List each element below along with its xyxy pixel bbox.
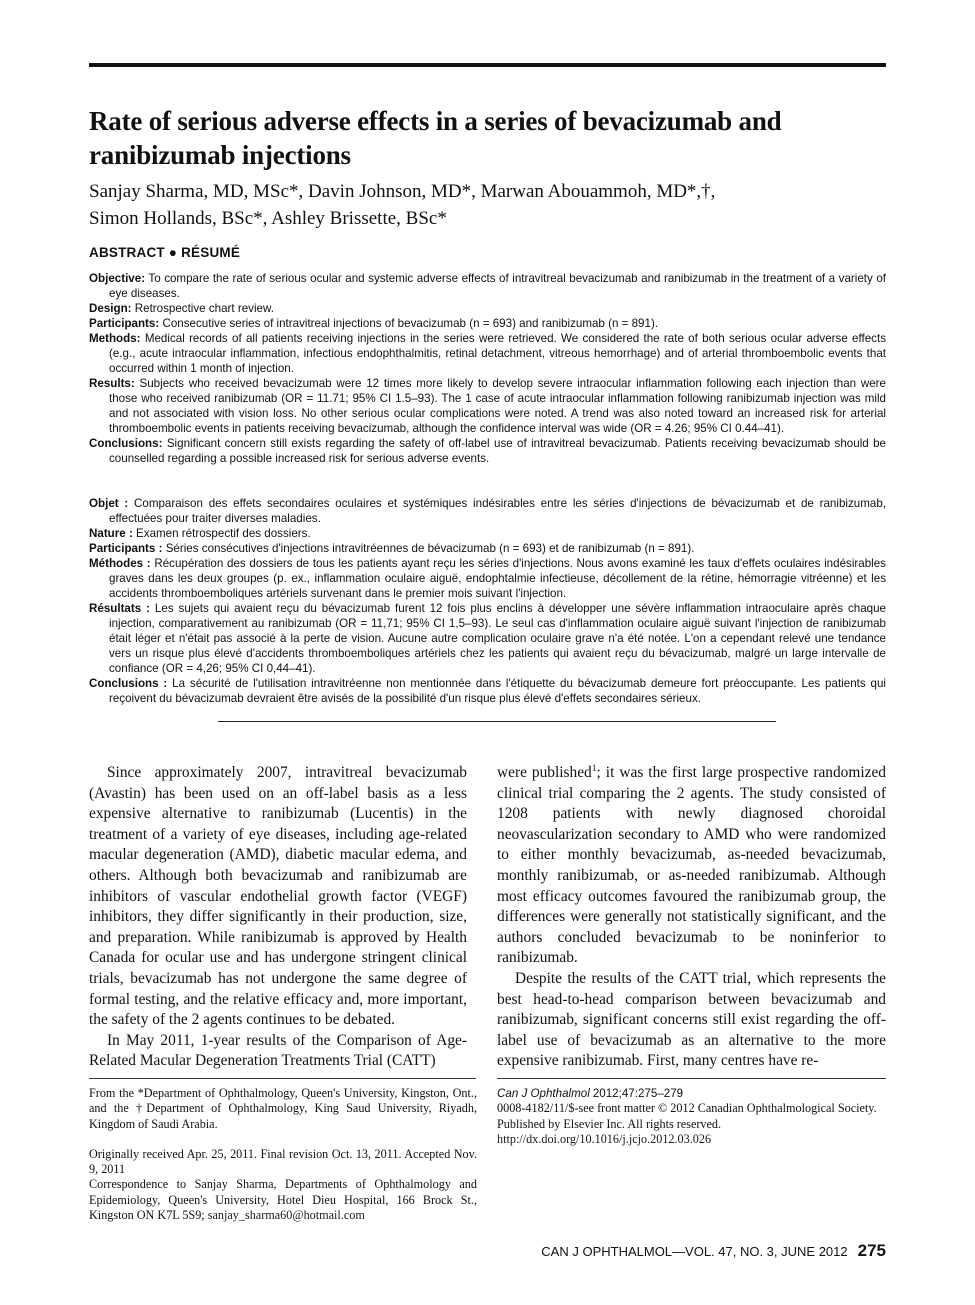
abstract-heading: ABSTRACT ● RÉSUMÉ [89, 245, 241, 260]
abstract-label: Results: [89, 377, 135, 390]
reference-marker[interactable]: 1 [591, 762, 597, 774]
abstract-english [89, 271, 886, 466]
issn-line: 0008-4182/11/$-see front matter © 2012 Canadian Ophthalmological Society. [497, 1101, 877, 1116]
body-paragraph [497, 763, 886, 969]
abstract-text: Séries consécutives d'injections intravitréennes de bévacizumab (n = 693) et de ranibizumab (n = 891). [165, 542, 695, 555]
abstract-section [89, 676, 886, 706]
abstract-label: Nature : [89, 527, 133, 540]
abstract-section [89, 271, 886, 301]
correspondence-note [89, 1177, 477, 1223]
abstract-section [89, 496, 886, 526]
abstract-text: La sécurité de l'utilisation intravitréenne non mentionnée dans l'étiquette du bévacizumab demeure fort préoccupante. Les patients qui reçoivent du bévacizumab devraient être avisés de la possibilité d'un risque plus élevé d'effets secondaires sérieux. [109, 677, 886, 705]
abstract-label: Methods: [89, 332, 141, 345]
footnote-rule-right [497, 1078, 886, 1079]
journal-name: Can J Ophthalmol [497, 1087, 590, 1100]
abstract-text: Récupération des dossiers de tous les patients ayant reçu les séries d'injections. Nous avons examiné les taux d'effets oculaires indésirables graves dans les deux groupes (p. ex., inflammation oculaire aiguë, endophtalmie infectieuse, décollement de la rétine, hémorragie vitréenne) et les accidents thromboemboliques artériels survenant dans le premier mois suivant l'injection. [109, 557, 886, 600]
abstract-label: Conclusions : [89, 677, 168, 690]
affiliation-note: From the *Department of Ophthalmology, Queen's University, Kingston, Ont., and the †Department of Ophthalmology, King Saud University, Riyadh, Kingdom of Saudi Arabia. [89, 1086, 477, 1131]
abstract-label: Résultats : [89, 602, 150, 615]
authors-line-2: Simon Hollands, BSc*, Ashley Brissette, BSc* [89, 208, 447, 229]
abstract-text: Examen rétrospectif des dossiers. [136, 527, 311, 540]
body-paragraph: Since approximately 2007, intravitreal bevacizumab (Avastin) has been used on an off-label basis as a less expensive alternative to ranibizumab (Lucentis) in the treatment of a variety of eye diseases, including age-related macular degeneration (AMD), diabetic macular edema, and others. Although both bevacizumab and ranibizumab are inhibitors of vascular endothelial growth factor (VEGF) inhibitors, they differ significantly in their production, size, and preparation. While ranibizumab is approved by Health Canada for ocular use and has undergone stringent clinical trials, bevacizumab has not undergone the same degree of formal testing, and the relative efficacy and, more important, the safety of the 2 agents continues to be debated. [89, 764, 467, 1029]
doi-link[interactable]: http://dx.doi.org/10.1016/j.jcjo.2012.03.026 [497, 1131, 712, 1146]
author-list [89, 178, 886, 232]
abstract-french [89, 496, 886, 706]
correspondence-text: Correspondence to Sanjay Sharma, Departments of Ophthalmology and Epidemiology, Queen's University, Hotel Dieu Hospital, 166 Brock St., Kingston ON K7L 5S9; [89, 1177, 477, 1223]
abstract-text: To compare the rate of serious ocular and systemic adverse effects of intravitreal bevacizumab and ranibizumab in the treatment of a variety of eye diseases. [109, 272, 887, 300]
body-paragraph: Despite the results of the CATT trial, which represents the best head-to-head comparison between bevacizumab and ranibizumab, significant concerns still exist regarding the off-label use of bevacizumab as an alternative to the more expensive ranibizumab. First, many centres have re- [497, 969, 886, 1070]
abstract-section [89, 376, 886, 436]
article-title: Rate of serious adverse effects in a series of bevacizumab and ranibizumab injections [89, 106, 782, 170]
top-rule [89, 63, 886, 67]
abstract-label: Design: [89, 302, 132, 315]
abstract-text: Medical records of all patients receiving injections in the series were retrieved. We considered the rate of both serious ocular adverse effects (e.g., acute intraocular inflammation, infectious endophthalmitis, retinal detachment, vitreous hemorrhage) and of arterial thromboembolic events that occurred within 1 month of injection. [109, 332, 886, 375]
page-number: 275 [857, 1241, 886, 1260]
abstract-text: Consecutive series of intravitreal injections of bevacizumab (n = 693) and ranibizumab (n = 891). [162, 317, 659, 330]
publisher-line: Published by Elsevier Inc. All rights reserved. [497, 1116, 722, 1131]
footnotes [89, 1086, 477, 1238]
abstract-label: Participants : [89, 542, 163, 555]
citation-line [497, 1086, 886, 1101]
correspondence-email[interactable]: sanjay_sharma60@hotmail.com [207, 1208, 365, 1223]
body-column-left [89, 763, 467, 1072]
abstract-text: Subjects who received bevacizumab were 12 times more likely to develop severe intraocular inflammation following each injection than were those who received ranibizumab (OR = 11.71; 95% CI 1.5–93). The 1 case of acute intraocular inflammation following ranibizumab injection was mild and not associated with vision loss. No other serious ocular complications were noted. A trend was also noted toward an increased risk for arterial thromboembolic events in patients receiving bevacizumab, although the confidence interval was wide (OR = 4.26; 95% CI 0.44–41). [109, 377, 886, 435]
abstract-text: Significant concern still exists regarding the safety of off-label use of intravitreal bevacizumab. Patients receiving bevacizumab should be counselled regarding a possible increased risk for serious adverse events. [109, 437, 886, 465]
abstract-section [89, 526, 886, 541]
abstract-text: Retrospective chart review. [134, 302, 274, 315]
running-footer [486, 1241, 886, 1261]
body-paragraph: In May 2011, 1-year results of the Comparison of Age-Related Macular Degeneration Treatments Trial (CATT) [89, 1031, 467, 1070]
footnote-rule-left [89, 1078, 476, 1079]
citation-block [497, 1086, 886, 1147]
abstract-section [89, 556, 886, 601]
abstract-section [89, 541, 886, 556]
abstract-section [89, 601, 886, 676]
abstract-section [89, 436, 886, 466]
abstract-section [89, 331, 886, 376]
abstract-divider [218, 721, 776, 722]
body-text: ; it was the first large prospective randomized clinical trial comparing the 2 agents. The study consisted of 1208 patients with newly diagnosed choroidal neovascularization secondary to AMD who were randomized to either monthly bevacizumab, as-needed bevacizumab, monthly ranibizumab, or as-needed ranibizumab. Although most efficacy outcomes favoured the ranibizumab group, the differences were generally not statistically significant, and the authors concluded bevacizumab to be noninferior to ranibizumab. [497, 764, 886, 967]
abstract-section [89, 301, 886, 316]
journal-issue: CAN J OPHTHALMOL—VOL. 47, NO. 3, JUNE 2012 [541, 1244, 848, 1259]
authors-line-1: Sanjay Sharma, MD, MSc*, Davin Johnson, MD*, Marwan Abouammoh, MD*,†, [89, 181, 716, 202]
abstract-label: Conclusions: [89, 437, 163, 450]
abstract-label: Objective: [89, 272, 146, 285]
abstract-label: Participants: [89, 317, 160, 330]
abstract-text: Les sujets qui avaient reçu du bévacizumab furent 12 fois plus enclins à développer une sévère inflammation intraoculaire après chaque injection, comparativement au ranibizumab (OR = 11,71; 95% CI 1,5–93). Le seul cas d'inflammation oculaire aiguë suivant l'injection de ranibizumab était léger et n'était pas associé à la perte de vision. Aucune autre complication oculaire grave n'a été notée. L'on a cependant relevé une tendance vers un risque plus élevé d'accidents thromboemboliques artériels chez les patients qui avaient reçu du bévacizumab, malgré un large intervalle de confiance (OR = 4,26; 95% CI 0,44–41). [109, 602, 886, 675]
abstract-section [89, 316, 886, 331]
citation-ref: 2012;47:275–279 [592, 1087, 684, 1100]
body-column-right [497, 763, 886, 1072]
abstract-label: Objet : [89, 497, 129, 510]
abstract-label: Méthodes : [89, 557, 151, 570]
abstract-text: Comparaison des effets secondaires oculaires et systémiques indésirables entre les séries d'injections de bévacizumab et de ranibizumab, effectuées pour traiter diverses maladies. [109, 497, 886, 525]
body-text: were published [497, 764, 592, 781]
dates-note: Originally received Apr. 25, 2011. Final revision Oct. 13, 2011. Accepted Nov. 9, 2011 [89, 1146, 477, 1177]
